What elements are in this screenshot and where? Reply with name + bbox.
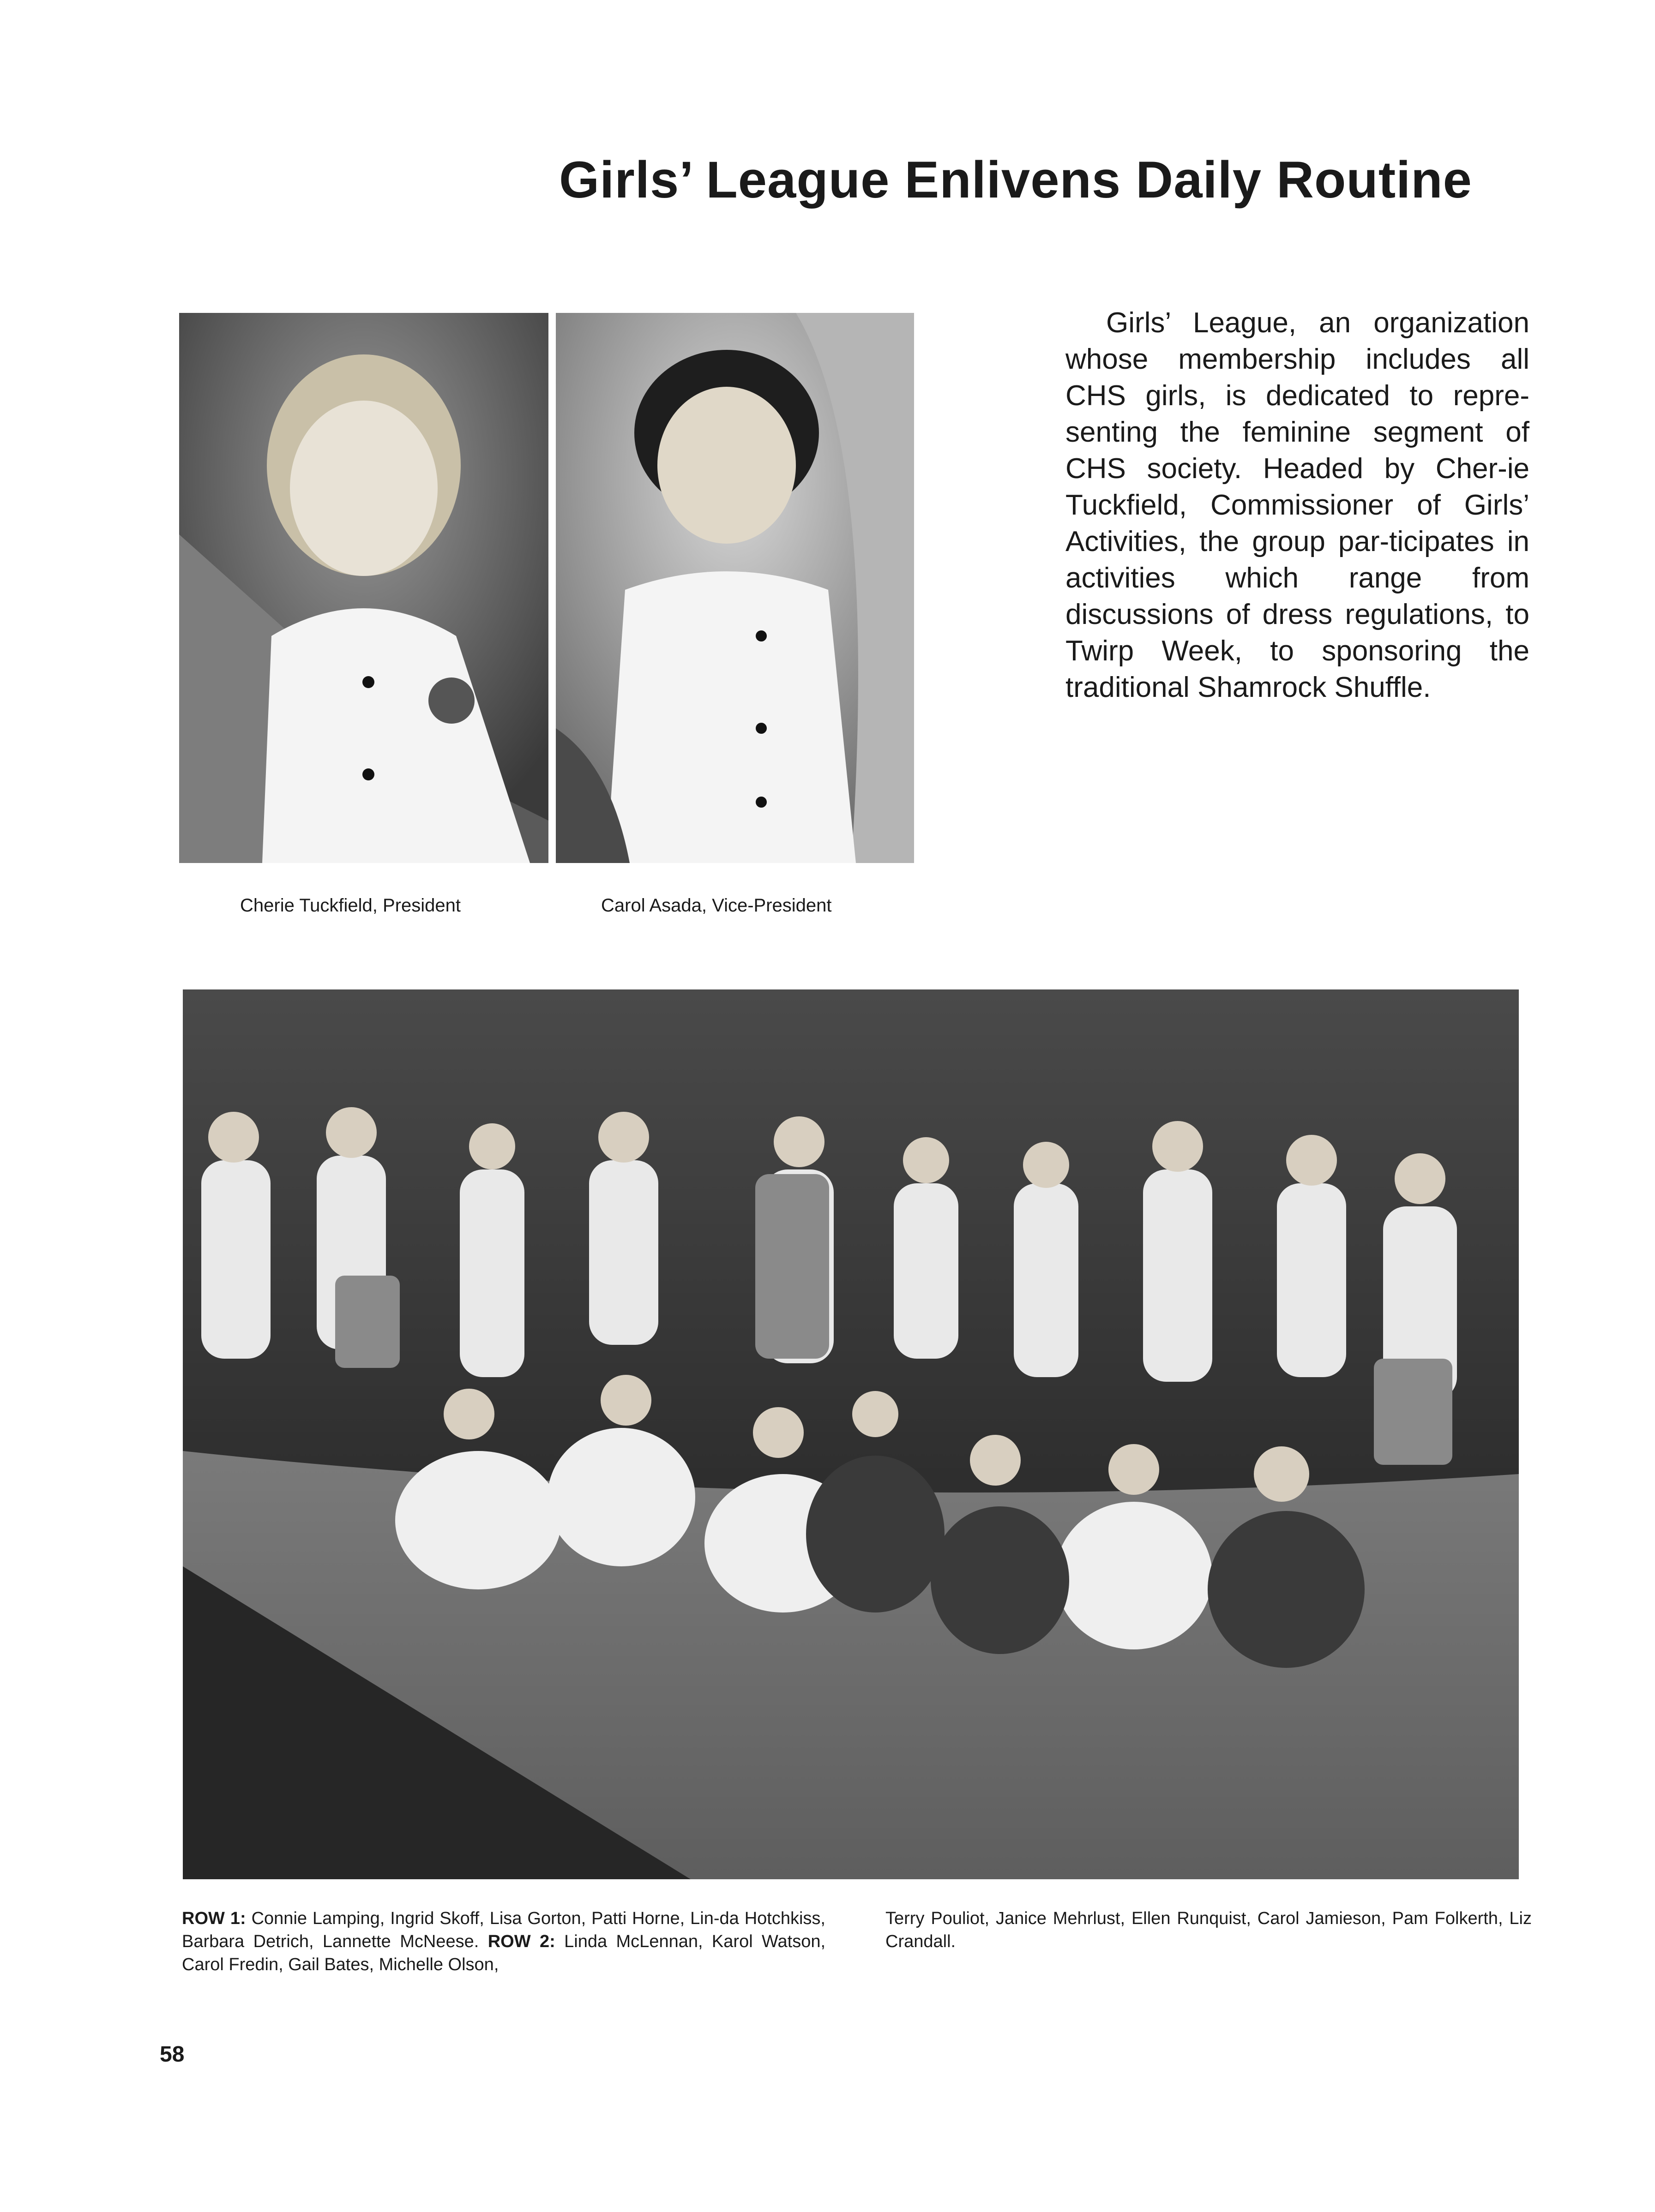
group-caption-right: Terry Pouliot, Janice Mehrlust, Ellen Runquist, Carol Jamieson, Pam Folkerth, Liz Crandall. (885, 1909, 1532, 1951)
president-portrait-photo (179, 313, 548, 863)
page-number: 58 (160, 2042, 185, 2067)
row2-label: ROW 2: (487, 1932, 555, 1951)
article-body: Girls’ League, an organization whose membership includes all CHS girls, is dedicated to repre-senting the feminine segment of CHS society. Headed by Cher-ie Tuckfield, Commissioner of Girls’ Activities, the group par-ticipates in activities which range from discussions of dress regulations, to Twirp Week, to sponsoring the traditional Shamrock Shuffle. (1065, 307, 1529, 703)
row1-names: Connie Lamping, Ingrid Skoff, Lisa Gorton, Patti Horne, Lin-da Hotchkiss, Barbara Detrich, Lannette McNeese. (182, 1909, 825, 1951)
page-title: Girls’ League Enlivens Daily Routine (480, 134, 1551, 226)
row2-names-part1: Linda McLennan, Karol Watson, Carol Fredin, Gail Bates, Michelle Olson, (182, 1932, 826, 1974)
vice-president-caption: Carol Asada, Vice-President (601, 895, 832, 916)
vice-president-portrait-photo (556, 313, 914, 863)
president-caption: Cherie Tuckfield, President (240, 895, 461, 916)
group-photo (183, 989, 1519, 1879)
group-caption-left (182, 1907, 825, 1976)
row1-label: ROW 1: (182, 1909, 246, 1928)
